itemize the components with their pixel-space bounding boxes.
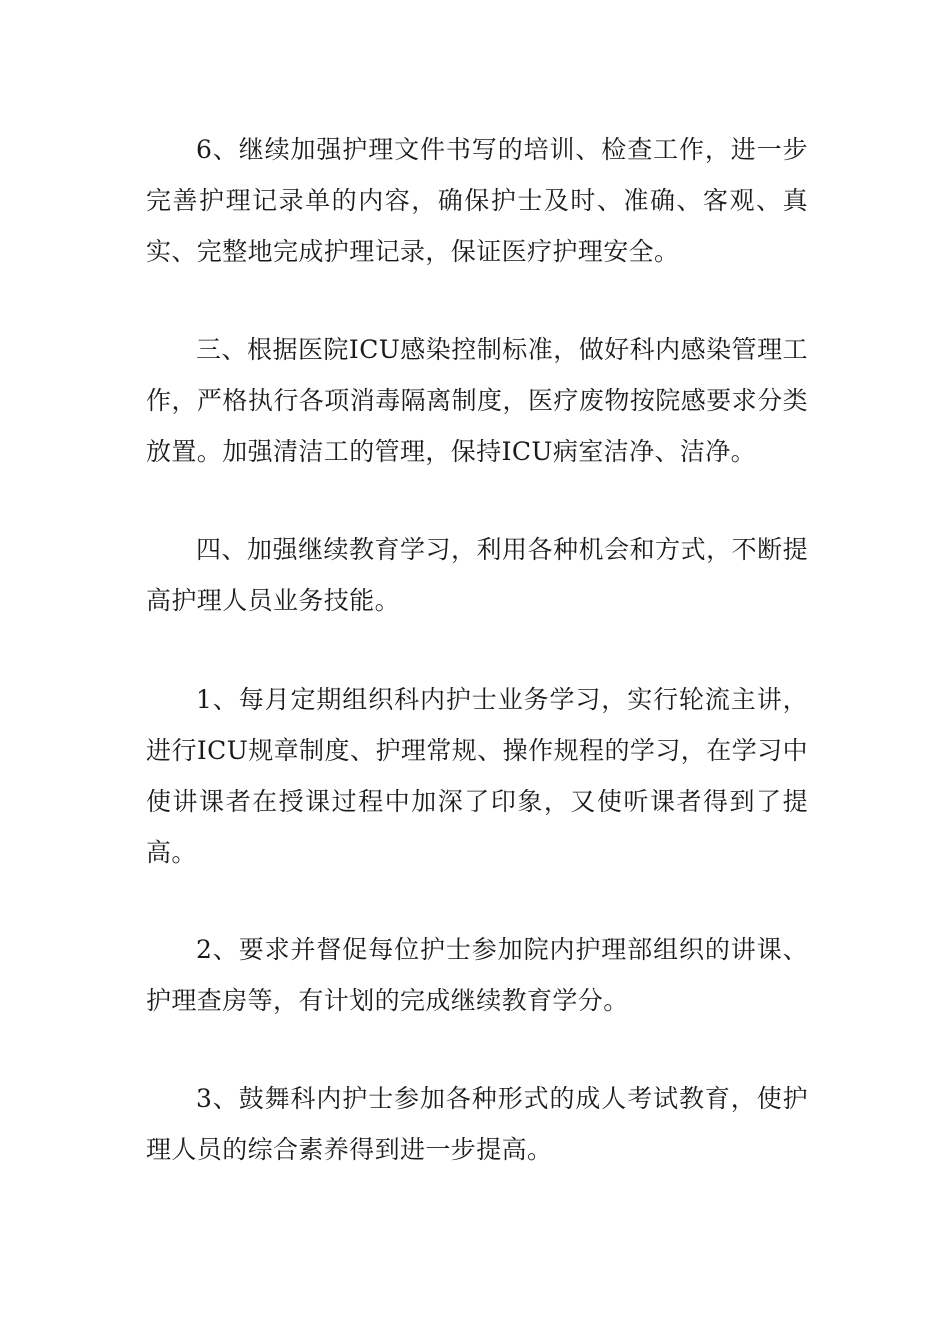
paragraph-section-3-infection-control: 三、根据医院ICU感染控制标准，做好科内感染管理工作，严格执行各项消毒隔离制度，医疗废物按院感要求分类放置。加强清洁工的管理，保持ICU病室洁净、洁净。	[146, 335, 808, 466]
paragraph-item-3-adult-exams: 3、鼓舞科内护士参加各种形式的成人考试教育，使护理人员的综合素养得到进一步提高。	[146, 1084, 808, 1164]
paragraph-item-6-nursing-records: 6、继续加强护理文件书写的培训、检查工作，进一步完善护理记录单的内容，确保护士及时、准确、客观、真实、完整地完成护理记录，保证医疗护理安全。	[146, 135, 808, 266]
paragraph-section-4-continuing-education: 四、加强继续教育学习，利用各种机会和方式，不断提高护理人员业务技能。	[146, 535, 808, 615]
paragraph-item-1-monthly-study: 1、每月定期组织科内护士业务学习，实行轮流主讲，进行ICU规章制度、护理常规、操作规程的学习，在学习中使讲课者在授课过程中加深了印象，又使听课者得到了提高。	[146, 685, 808, 867]
paragraph-item-2-lectures-rounds: 2、要求并督促每位护士参加院内护理部组织的讲课、护理查房等，有计划的完成继续教育学分。	[146, 935, 808, 1015]
